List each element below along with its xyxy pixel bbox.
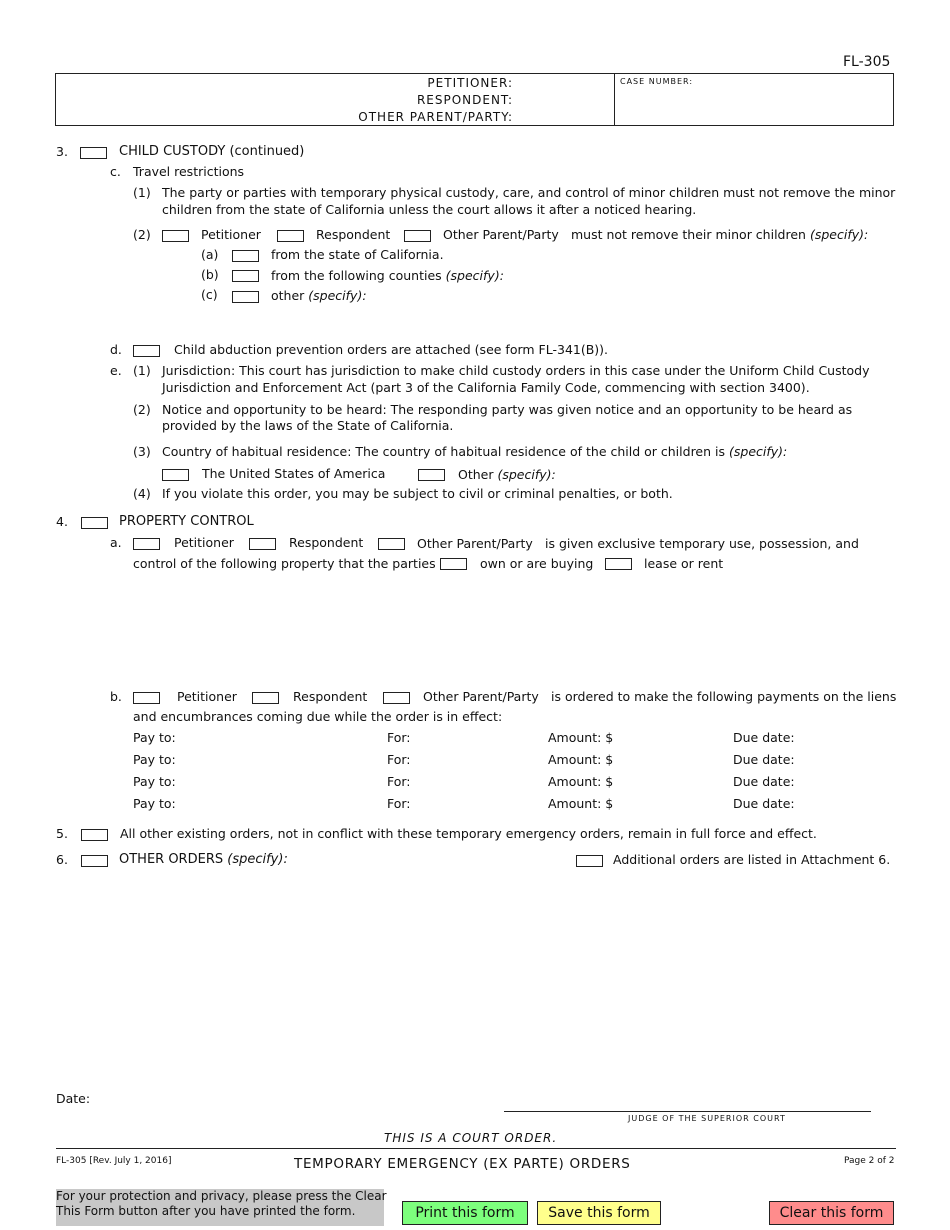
- privacy-note-line1: For your protection and privacy, please press the Clear: [56, 1189, 387, 1203]
- 4a-lease-label: lease or rent: [644, 556, 724, 571]
- footer-page: Page 2 of 2: [844, 1156, 895, 1166]
- other-parent-label: OTHER PARENT/PARTY:: [358, 110, 513, 124]
- 4a-respondent-label: Respondent: [289, 535, 364, 550]
- privacy-note: [56, 1189, 387, 1226]
- 3c2-specify: (specify):: [809, 227, 869, 242]
- attachment-6-label: Additional orders are listed in Attachment 6.: [613, 852, 891, 867]
- 3c2-text-main: must not remove their minor children: [571, 227, 806, 242]
- 4b-respondent-label: Respondent: [293, 689, 368, 704]
- section-3-title: CHILD CUSTODY (continued): [119, 144, 305, 159]
- 3e3-other-text: Other: [458, 467, 494, 482]
- judge-signature-line: [504, 1111, 871, 1112]
- section-5-checkbox[interactable]: [81, 829, 108, 841]
- pay-to-label: Pay to:: [133, 774, 176, 789]
- 4a-other-parent-checkbox[interactable]: [378, 538, 405, 550]
- 3e3-specify: (specify):: [729, 444, 788, 459]
- 3e4-text: If you violate this order, you may be subject to civil or criminal penalties, or both.: [162, 486, 673, 501]
- 3c2b-letter: (b): [201, 267, 219, 282]
- 3c2c-letter: (c): [201, 287, 218, 302]
- 3c2-other-parent-checkbox[interactable]: [404, 230, 431, 242]
- 3e3-other-checkbox[interactable]: [418, 469, 445, 481]
- pay-to-label: Pay to:: [133, 796, 176, 811]
- case-number-label: CASE NUMBER:: [620, 77, 694, 86]
- section-3c-letter: c.: [110, 164, 121, 179]
- petitioner-label: PETITIONER:: [427, 76, 513, 90]
- amount-label: Amount: $: [548, 730, 614, 745]
- 3c2-other-parent-label: Other Parent/Party: [443, 227, 559, 242]
- section-4-title: PROPERTY CONTROL: [119, 514, 254, 529]
- caption-divider: [614, 74, 615, 125]
- 3e2-number: (2): [133, 402, 151, 417]
- 3c2a-checkbox[interactable]: [232, 250, 259, 262]
- 3c2-respondent-checkbox[interactable]: [277, 230, 304, 242]
- section-3d-text: Child abduction prevention orders are attached (see form FL-341(B)).: [174, 342, 609, 357]
- 4a-line1-tail: is given exclusive temporary use, possession, and: [545, 536, 859, 551]
- 3c1-line1: The party or parties with temporary physical custody, care, and control of minor children must not remove the minor: [162, 185, 896, 200]
- 4a-petitioner-checkbox[interactable]: [133, 538, 160, 550]
- 4b-other-parent-label: Other Parent/Party: [423, 689, 539, 704]
- 3e2-line1: Notice and opportunity to be heard: The responding party was given notice and an opportunity to be heard as: [162, 402, 853, 417]
- footer-title: TEMPORARY EMERGENCY (EX PARTE) ORDERS: [294, 1156, 631, 1172]
- 4a-line2: control of the following property that the parties: [133, 556, 436, 571]
- for-label: For:: [387, 796, 411, 811]
- section-3c-title: Travel restrictions: [133, 164, 245, 179]
- section-3d-checkbox[interactable]: [133, 345, 160, 357]
- caption-box: [55, 73, 894, 126]
- for-label: For:: [387, 774, 411, 789]
- 4b-petitioner-label: Petitioner: [177, 689, 237, 704]
- amount-label: Amount: $: [548, 774, 614, 789]
- due-date-label: Due date:: [733, 774, 795, 789]
- attachment-6-checkbox[interactable]: [576, 855, 603, 867]
- 3e3-number: (3): [133, 444, 151, 459]
- 3e1-line1: Jurisdiction: This court has jurisdiction to make child custody orders in this case under the Uniform Child Custody: [162, 363, 870, 378]
- 3e3-text: [162, 444, 787, 459]
- 3e3-usa-label: The United States of America: [202, 466, 386, 481]
- 4b-line2: and encumbrances coming due while the order is in effect:: [133, 709, 503, 724]
- 3c2c-checkbox[interactable]: [232, 291, 259, 303]
- section-3d-letter: d.: [110, 342, 122, 357]
- section-3e-letter: e.: [110, 363, 122, 378]
- 3c2b-text: [271, 268, 504, 283]
- 4a-respondent-checkbox[interactable]: [249, 538, 276, 550]
- footer-rule: [56, 1148, 896, 1149]
- section-6-title-text: OTHER ORDERS: [119, 852, 224, 867]
- section-6-title: [119, 852, 288, 867]
- 3e1-number: (1): [133, 363, 151, 378]
- for-label: For:: [387, 752, 411, 767]
- 3c2-text: [571, 227, 868, 242]
- 3c1-number: (1): [133, 185, 151, 200]
- 3e3-other-specify: (specify):: [497, 467, 556, 482]
- 3c2-number: (2): [133, 227, 151, 242]
- 3c2-petitioner-checkbox[interactable]: [162, 230, 189, 242]
- section-5-text: All other existing orders, not in conflict with these temporary emergency orders, remain in full force and effect.: [120, 826, 817, 841]
- date-label: Date:: [56, 1091, 91, 1106]
- 3c2a-letter: (a): [201, 247, 219, 262]
- respondent-label: RESPONDENT:: [416, 93, 513, 107]
- 4a-other-parent-label: Other Parent/Party: [417, 536, 533, 551]
- section-3-number: 3.: [56, 144, 68, 159]
- section-4b-letter: b.: [110, 689, 122, 704]
- 4a-own-checkbox[interactable]: [440, 558, 467, 570]
- 3e2-line2: provided by the laws of the State of California.: [162, 418, 454, 433]
- 3e3-other-label: [458, 467, 556, 482]
- section-6-specify: (specify):: [227, 852, 288, 867]
- section-4a-letter: a.: [110, 535, 122, 550]
- 3c2c-specify: (specify):: [308, 288, 367, 303]
- due-date-label: Due date:: [733, 752, 795, 767]
- section-4-number: 4.: [56, 514, 68, 529]
- 3e1-line2: Jurisdiction and Enforcement Act (part 3 of the California Family Code, commencing with section 3400).: [162, 380, 810, 395]
- 3e4-number: (4): [133, 486, 151, 501]
- 3c2a-text: from the state of California.: [271, 247, 444, 262]
- 3c2b-checkbox[interactable]: [232, 270, 259, 282]
- due-date-label: Due date:: [733, 730, 795, 745]
- clear-button[interactable]: Clear this form: [769, 1201, 894, 1225]
- section-3-checkbox[interactable]: [80, 147, 107, 159]
- privacy-note-line2: This Form button after you have printed the form.: [56, 1204, 356, 1218]
- footer-rev: FL-305 [Rev. July 1, 2016]: [56, 1156, 172, 1166]
- 4b-petitioner-checkbox[interactable]: [133, 692, 160, 704]
- judge-label: JUDGE OF THE SUPERIOR COURT: [628, 1114, 786, 1123]
- amount-label: Amount: $: [548, 796, 614, 811]
- 3e3-usa-checkbox[interactable]: [162, 469, 189, 481]
- section-6-number: 6.: [56, 852, 68, 867]
- 4a-lease-checkbox[interactable]: [605, 558, 632, 570]
- section-4-checkbox[interactable]: [81, 517, 108, 529]
- 3c2c-text: [271, 288, 367, 303]
- 4b-respondent-checkbox[interactable]: [252, 692, 279, 704]
- 3e3-text-main: Country of habitual residence: The country of habitual residence of the child or children is: [162, 444, 726, 459]
- court-order-notice: THIS IS A COURT ORDER.: [384, 1131, 558, 1145]
- amount-label: Amount: $: [548, 752, 614, 767]
- section-6-checkbox[interactable]: [81, 855, 108, 867]
- due-date-label: Due date:: [733, 796, 795, 811]
- 4b-line1-tail: is ordered to make the following payments on the liens: [551, 689, 897, 704]
- 3c2-respondent-label: Respondent: [316, 227, 391, 242]
- for-label: For:: [387, 730, 411, 745]
- pay-to-label: Pay to:: [133, 730, 176, 745]
- form-id: FL-305: [843, 54, 891, 70]
- 4a-own-label: own or are buying: [480, 556, 594, 571]
- 3c2c-text-main: other: [271, 288, 305, 303]
- pay-to-label: Pay to:: [133, 752, 176, 767]
- 3c2-petitioner-label: Petitioner: [201, 227, 261, 242]
- 3c1-line2: children from the state of California unless the court allows it after a noticed hearing.: [162, 202, 697, 217]
- 4b-other-parent-checkbox[interactable]: [383, 692, 410, 704]
- 3c2b-text-main: from the following counties: [271, 268, 442, 283]
- save-button[interactable]: Save this form: [537, 1201, 661, 1225]
- 3c2b-specify: (specify):: [445, 268, 504, 283]
- print-button[interactable]: Print this form: [402, 1201, 528, 1225]
- section-5-number: 5.: [56, 826, 68, 841]
- 4a-petitioner-label: Petitioner: [174, 535, 234, 550]
